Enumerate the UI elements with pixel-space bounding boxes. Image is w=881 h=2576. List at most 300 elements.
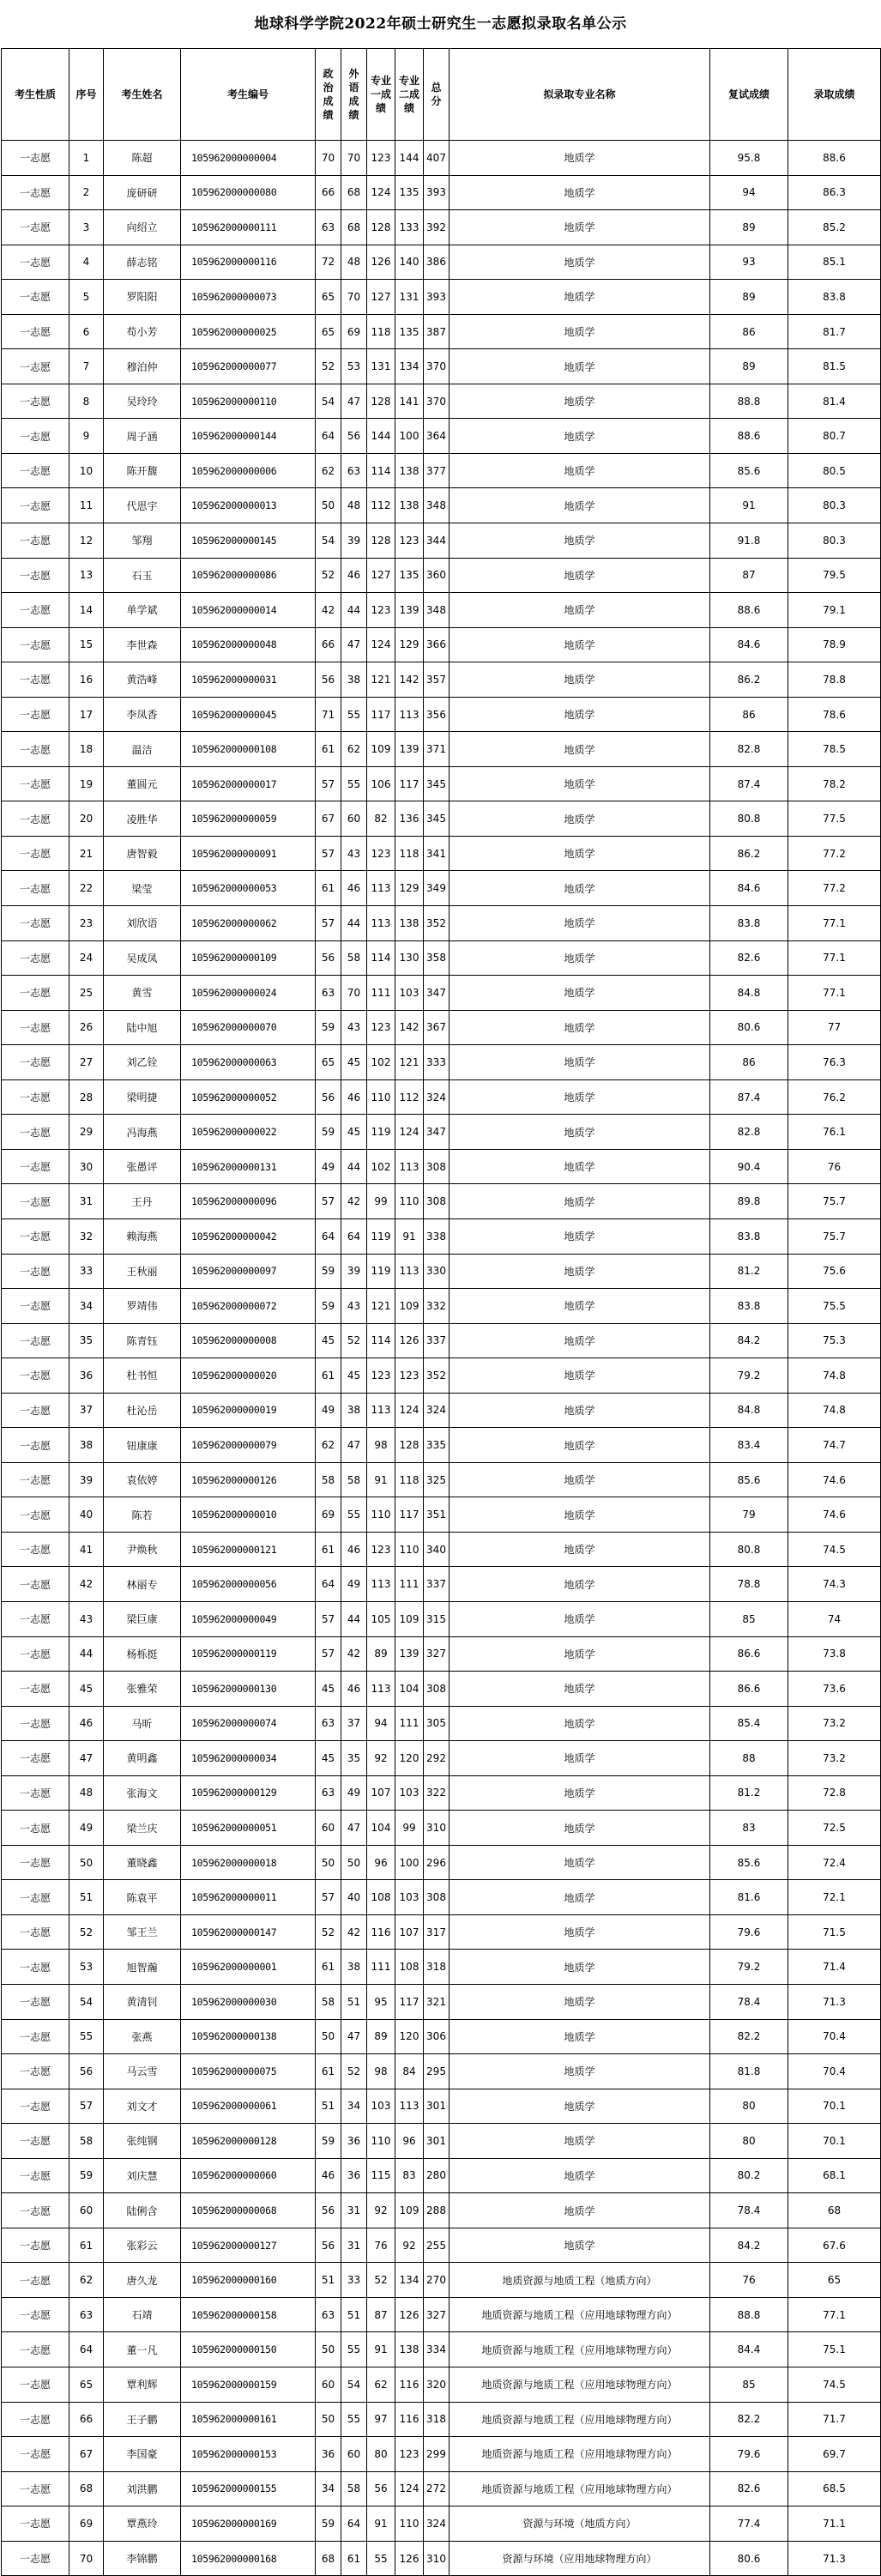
total-score-cell: 308 [424, 1184, 450, 1219]
total-score-cell: 333 [424, 1045, 450, 1080]
table-row [2, 1567, 881, 1602]
admission-score-cell: 77.1 [788, 2297, 881, 2332]
major-name-cell: 地质学 [450, 453, 710, 488]
applicant-id-cell: 105962000000056 [181, 1567, 316, 1602]
applicant-name-cell: 张燕 [104, 2019, 181, 2054]
total-score-cell: 295 [424, 2054, 450, 2089]
applicant-name-cell: 梁巨康 [104, 1601, 181, 1636]
serial-number-cell: 4 [69, 245, 104, 280]
applicant-name-cell: 张纯钢 [104, 2124, 181, 2159]
serial-number-cell: 18 [69, 732, 104, 767]
admission-score-cell: 72.5 [788, 1811, 881, 1846]
politics-score-cell: 56 [316, 940, 341, 976]
table-row [2, 1914, 881, 1950]
language-score-cell: 47 [341, 627, 367, 662]
serial-number-cell: 1 [69, 141, 104, 176]
language-score-cell: 39 [341, 523, 367, 559]
applicant-id-cell: 105962000000153 [181, 2437, 316, 2472]
applicant-type-cell: 一志愿 [2, 976, 69, 1011]
applicant-id-cell: 105962000000169 [181, 2506, 316, 2542]
major2-score-cell: 121 [395, 1045, 424, 1080]
applicant-id-cell: 105962000000121 [181, 1532, 316, 1567]
retest-score-cell: 87 [710, 558, 788, 593]
serial-number-cell: 5 [69, 280, 104, 315]
applicant-id-cell: 105962000000017 [181, 766, 316, 801]
applicant-type-cell: 一志愿 [2, 1845, 69, 1880]
major-name-cell: 地质学 [450, 1672, 710, 1707]
retest-score-cell: 84.2 [710, 1323, 788, 1358]
retest-score-cell: 79.2 [710, 1950, 788, 1985]
header-cell: 拟录取专业名称 [450, 49, 710, 141]
major2-score-cell: 104 [395, 1672, 424, 1707]
major1-score-cell: 91 [367, 2506, 395, 2542]
major1-score-cell: 127 [367, 558, 395, 593]
applicant-id-cell: 105962000000130 [181, 1672, 316, 1707]
applicant-id-cell: 105962000000116 [181, 245, 316, 280]
admission-score-cell: 76.2 [788, 1079, 881, 1115]
major2-score-cell: 126 [395, 2297, 424, 2332]
table-row [2, 732, 881, 767]
serial-number-cell: 13 [69, 558, 104, 593]
major-name-cell: 地质学 [450, 2089, 710, 2124]
language-score-cell: 44 [341, 593, 367, 628]
table-row [2, 801, 881, 837]
total-score-cell: 288 [424, 2193, 450, 2228]
applicant-name-cell: 唐智毅 [104, 836, 181, 871]
applicant-type-cell: 一志愿 [2, 1393, 69, 1428]
applicant-id-cell: 105962000000022 [181, 1115, 316, 1150]
politics-score-cell: 56 [316, 1079, 341, 1115]
major1-score-cell: 91 [367, 1462, 395, 1497]
admission-score-cell: 74.5 [788, 2367, 881, 2403]
admission-score-cell: 80.3 [788, 523, 881, 559]
language-score-cell: 46 [341, 1672, 367, 1707]
language-score-cell: 31 [341, 2228, 367, 2263]
major2-score-cell: 100 [395, 1845, 424, 1880]
politics-score-cell: 45 [316, 1741, 341, 1776]
applicant-type-cell: 一志愿 [2, 871, 69, 906]
major2-score-cell: 120 [395, 2019, 424, 2054]
language-score-cell: 45 [341, 1115, 367, 1150]
language-score-cell: 42 [341, 1636, 367, 1672]
retest-score-cell: 85.6 [710, 1462, 788, 1497]
major-name-cell: 地质学 [450, 1218, 710, 1254]
major2-score-cell: 129 [395, 871, 424, 906]
applicant-type-cell: 一志愿 [2, 2228, 69, 2263]
applicant-type-cell: 一志愿 [2, 2437, 69, 2472]
language-score-cell: 69 [341, 314, 367, 349]
applicant-id-cell: 105962000000096 [181, 1184, 316, 1219]
total-score-cell: 292 [424, 1741, 450, 1776]
retest-score-cell: 86 [710, 697, 788, 732]
retest-score-cell: 81.6 [710, 1880, 788, 1915]
language-score-cell: 52 [341, 2054, 367, 2089]
retest-score-cell: 83.8 [710, 906, 788, 941]
total-score-cell: 351 [424, 1497, 450, 1533]
applicant-type-cell: 一志愿 [2, 2402, 69, 2437]
major1-score-cell: 123 [367, 593, 395, 628]
applicant-type-cell: 一志愿 [2, 2541, 69, 2576]
major-name-cell: 地质学 [450, 2124, 710, 2159]
total-score-cell: 306 [424, 2019, 450, 2054]
serial-number-cell: 17 [69, 697, 104, 732]
admission-score-cell: 85.1 [788, 245, 881, 280]
language-score-cell: 63 [341, 453, 367, 488]
serial-number-cell: 60 [69, 2193, 104, 2228]
serial-number-cell: 48 [69, 1775, 104, 1811]
table-row [2, 1393, 881, 1428]
language-score-cell: 36 [341, 2124, 367, 2159]
table-row [2, 2228, 881, 2263]
header-cell: 录取成绩 [788, 49, 881, 141]
admission-score-cell: 71.3 [788, 2541, 881, 2576]
language-score-cell: 62 [341, 732, 367, 767]
major-name-cell: 地质学 [450, 801, 710, 837]
major1-score-cell: 115 [367, 2158, 395, 2193]
total-score-cell: 334 [424, 2332, 450, 2367]
language-score-cell: 39 [341, 1254, 367, 1289]
politics-score-cell: 49 [316, 1149, 341, 1184]
applicant-type-cell: 一志愿 [2, 1984, 69, 2019]
major1-score-cell: 110 [367, 2124, 395, 2159]
applicant-name-cell: 陈开馥 [104, 453, 181, 488]
serial-number-cell: 16 [69, 662, 104, 698]
applicant-id-cell: 105962000000014 [181, 593, 316, 628]
admission-score-cell: 67.6 [788, 2228, 881, 2263]
politics-score-cell: 46 [316, 2158, 341, 2193]
applicant-name-cell: 杜书恒 [104, 1358, 181, 1394]
applicant-id-cell: 105962000000155 [181, 2471, 316, 2506]
serial-number-cell: 6 [69, 314, 104, 349]
politics-score-cell: 57 [316, 1601, 341, 1636]
major2-score-cell: 138 [395, 906, 424, 941]
major-name-cell: 地质学 [450, 2158, 710, 2193]
language-score-cell: 49 [341, 1775, 367, 1811]
major-name-cell: 地质学 [450, 836, 710, 871]
serial-number-cell: 7 [69, 349, 104, 384]
language-score-cell: 47 [341, 2019, 367, 2054]
major1-score-cell: 128 [367, 210, 395, 245]
serial-number-cell: 66 [69, 2402, 104, 2437]
serial-number-cell: 54 [69, 1984, 104, 2019]
serial-number-cell: 8 [69, 384, 104, 419]
applicant-id-cell: 105962000000119 [181, 1636, 316, 1672]
major-name-cell: 资源与环境（应用地球物理方向） [450, 2541, 710, 2576]
admission-score-cell: 77.2 [788, 871, 881, 906]
applicant-type-cell: 一志愿 [2, 1532, 69, 1567]
language-score-cell: 46 [341, 1079, 367, 1115]
applicant-id-cell: 105962000000097 [181, 1254, 316, 1289]
applicant-name-cell: 吴成凤 [104, 940, 181, 976]
major1-score-cell: 119 [367, 1254, 395, 1289]
applicant-type-cell: 一志愿 [2, 245, 69, 280]
major2-score-cell: 103 [395, 1880, 424, 1915]
major1-score-cell: 111 [367, 1950, 395, 1985]
major-name-cell: 地质学 [450, 1393, 710, 1428]
retest-score-cell: 78.4 [710, 1984, 788, 2019]
serial-number-cell: 19 [69, 766, 104, 801]
major2-score-cell: 117 [395, 1497, 424, 1533]
politics-score-cell: 64 [316, 1567, 341, 1602]
politics-score-cell: 57 [316, 836, 341, 871]
admission-score-cell: 86.3 [788, 175, 881, 210]
politics-score-cell: 58 [316, 1462, 341, 1497]
applicant-name-cell: 庞研研 [104, 175, 181, 210]
applicant-name-cell: 马云雪 [104, 2054, 181, 2089]
total-score-cell: 318 [424, 1950, 450, 1985]
major1-score-cell: 102 [367, 1045, 395, 1080]
language-score-cell: 47 [341, 1428, 367, 1463]
applicant-name-cell: 冯海燕 [104, 1115, 181, 1150]
total-score-cell: 338 [424, 1218, 450, 1254]
major2-score-cell: 103 [395, 1775, 424, 1811]
serial-number-cell: 52 [69, 1914, 104, 1950]
major-name-cell: 地质学 [450, 1079, 710, 1115]
admission-score-cell: 75.6 [788, 1254, 881, 1289]
total-score-cell: 324 [424, 1393, 450, 1428]
major2-score-cell: 135 [395, 558, 424, 593]
admission-score-cell: 77.1 [788, 906, 881, 941]
politics-score-cell: 69 [316, 1497, 341, 1533]
retest-score-cell: 86.2 [710, 662, 788, 698]
language-score-cell: 33 [341, 2263, 367, 2298]
applicant-type-cell: 一志愿 [2, 1428, 69, 1463]
admission-score-cell: 78.5 [788, 732, 881, 767]
serial-number-cell: 32 [69, 1218, 104, 1254]
table-row [2, 1289, 881, 1324]
applicant-id-cell: 105962000000073 [181, 280, 316, 315]
applicant-id-cell: 105962000000049 [181, 1601, 316, 1636]
applicant-type-cell: 一志愿 [2, 1672, 69, 1707]
retest-score-cell: 82.2 [710, 2402, 788, 2437]
language-score-cell: 55 [341, 2402, 367, 2437]
major2-score-cell: 109 [395, 1601, 424, 1636]
serial-number-cell: 53 [69, 1950, 104, 1985]
serial-number-cell: 28 [69, 1079, 104, 1115]
politics-score-cell: 57 [316, 1184, 341, 1219]
total-score-cell: 345 [424, 801, 450, 837]
major2-score-cell: 140 [395, 245, 424, 280]
serial-number-cell: 12 [69, 523, 104, 559]
total-score-cell: 301 [424, 2124, 450, 2159]
total-score-cell: 327 [424, 1636, 450, 1672]
serial-number-cell: 59 [69, 2158, 104, 2193]
admission-score-cell: 69.7 [788, 2437, 881, 2472]
applicant-name-cell: 李国豪 [104, 2437, 181, 2472]
admission-score-cell: 81.5 [788, 349, 881, 384]
table-row [2, 2471, 881, 2506]
major-name-cell: 地质学 [450, 1289, 710, 1324]
retest-score-cell: 88.6 [710, 593, 788, 628]
politics-score-cell: 59 [316, 2124, 341, 2159]
major2-score-cell: 134 [395, 349, 424, 384]
total-score-cell: 310 [424, 2541, 450, 2576]
applicant-type-cell: 一志愿 [2, 1775, 69, 1811]
major1-score-cell: 123 [367, 1010, 395, 1045]
language-score-cell: 64 [341, 2506, 367, 2542]
applicant-type-cell: 一志愿 [2, 1358, 69, 1394]
applicant-name-cell: 钮康康 [104, 1428, 181, 1463]
major-name-cell: 地质学 [450, 314, 710, 349]
applicant-name-cell: 覃燕玲 [104, 2506, 181, 2542]
retest-score-cell: 90.4 [710, 1149, 788, 1184]
major1-score-cell: 116 [367, 1914, 395, 1950]
admission-score-cell: 74.8 [788, 1393, 881, 1428]
major2-score-cell: 120 [395, 1741, 424, 1776]
major1-score-cell: 127 [367, 280, 395, 315]
serial-number-cell: 11 [69, 488, 104, 523]
applicant-type-cell: 一志愿 [2, 940, 69, 976]
retest-score-cell: 80.8 [710, 801, 788, 837]
applicant-name-cell: 陈若 [104, 1497, 181, 1533]
total-score-cell: 364 [424, 419, 450, 454]
table-body [2, 141, 881, 2576]
table-row [2, 2506, 881, 2542]
applicant-name-cell: 张雅荣 [104, 1672, 181, 1707]
serial-number-cell: 39 [69, 1462, 104, 1497]
major-name-cell: 地质学 [450, 1567, 710, 1602]
table-row [2, 488, 881, 523]
applicant-name-cell: 梁莹 [104, 871, 181, 906]
admission-score-cell: 75.1 [788, 2332, 881, 2367]
retest-score-cell: 86.2 [710, 836, 788, 871]
major-name-cell: 地质学 [450, 1358, 710, 1394]
applicant-id-cell: 105962000000072 [181, 1289, 316, 1324]
politics-score-cell: 57 [316, 906, 341, 941]
major1-score-cell: 123 [367, 141, 395, 176]
major1-score-cell: 121 [367, 1289, 395, 1324]
header-cell: 外语成绩 [341, 49, 367, 141]
applicant-id-cell: 105962000000011 [181, 1880, 316, 1915]
language-score-cell: 55 [341, 2332, 367, 2367]
language-score-cell: 55 [341, 1497, 367, 1533]
politics-score-cell: 60 [316, 1811, 341, 1846]
header-cell: 复试成绩 [710, 49, 788, 141]
serial-number-cell: 10 [69, 453, 104, 488]
applicant-id-cell: 105962000000160 [181, 2263, 316, 2298]
table-row [2, 1149, 881, 1184]
retest-score-cell: 84.4 [710, 2332, 788, 2367]
table-row [2, 1218, 881, 1254]
major-name-cell: 地质学 [450, 280, 710, 315]
table-row [2, 2193, 881, 2228]
retest-score-cell: 87.4 [710, 1079, 788, 1115]
admission-score-cell: 76 [788, 1149, 881, 1184]
language-score-cell: 60 [341, 2437, 367, 2472]
retest-score-cell: 77.4 [710, 2506, 788, 2542]
retest-score-cell: 93 [710, 245, 788, 280]
retest-score-cell: 82.8 [710, 732, 788, 767]
admission-score-cell: 70.1 [788, 2089, 881, 2124]
serial-number-cell: 61 [69, 2228, 104, 2263]
admission-score-cell: 76.1 [788, 1115, 881, 1150]
applicant-id-cell: 105962000000051 [181, 1811, 316, 1846]
admission-score-cell: 73.2 [788, 1706, 881, 1741]
language-score-cell: 44 [341, 1149, 367, 1184]
applicant-id-cell: 105962000000008 [181, 1323, 316, 1358]
admission-score-cell: 68 [788, 2193, 881, 2228]
total-score-cell: 324 [424, 1079, 450, 1115]
major-name-cell: 地质学 [450, 141, 710, 176]
major-name-cell: 地质学 [450, 1775, 710, 1811]
serial-number-cell: 34 [69, 1289, 104, 1324]
applicant-id-cell: 105962000000053 [181, 871, 316, 906]
applicant-id-cell: 105962000000168 [181, 2541, 316, 2576]
major2-score-cell: 99 [395, 1811, 424, 1846]
retest-score-cell: 80 [710, 2089, 788, 2124]
total-score-cell: 349 [424, 871, 450, 906]
major1-score-cell: 114 [367, 1323, 395, 1358]
politics-score-cell: 54 [316, 523, 341, 559]
retest-score-cell: 80.2 [710, 2158, 788, 2193]
applicant-id-cell: 105962000000111 [181, 210, 316, 245]
applicant-id-cell: 105962000000108 [181, 732, 316, 767]
retest-score-cell: 91 [710, 488, 788, 523]
admission-score-cell: 81.7 [788, 314, 881, 349]
retest-score-cell: 83 [710, 1811, 788, 1846]
admission-score-cell: 70.4 [788, 2054, 881, 2089]
applicant-type-cell: 一志愿 [2, 1184, 69, 1219]
major-name-cell: 地质学 [450, 732, 710, 767]
applicant-name-cell: 王丹 [104, 1184, 181, 1219]
applicant-type-cell: 一志愿 [2, 2297, 69, 2332]
serial-number-cell: 3 [69, 210, 104, 245]
language-score-cell: 50 [341, 1845, 367, 1880]
language-score-cell: 70 [341, 141, 367, 176]
applicant-type-cell: 一志愿 [2, 697, 69, 732]
serial-number-cell: 23 [69, 906, 104, 941]
admission-score-cell: 72.8 [788, 1775, 881, 1811]
language-score-cell: 58 [341, 940, 367, 976]
applicant-type-cell: 一志愿 [2, 1218, 69, 1254]
major1-score-cell: 128 [367, 523, 395, 559]
retest-score-cell: 81.2 [710, 1254, 788, 1289]
table-row [2, 1115, 881, 1150]
major2-score-cell: 135 [395, 314, 424, 349]
retest-score-cell: 84.2 [710, 2228, 788, 2263]
major1-score-cell: 109 [367, 732, 395, 767]
applicant-id-cell: 105962000000070 [181, 1010, 316, 1045]
total-score-cell: 387 [424, 314, 450, 349]
major-name-cell: 地质学 [450, 2019, 710, 2054]
applicant-type-cell: 一志愿 [2, 1706, 69, 1741]
serial-number-cell: 64 [69, 2332, 104, 2367]
major1-score-cell: 89 [367, 2019, 395, 2054]
retest-score-cell: 82.6 [710, 2471, 788, 2506]
table-row [2, 1532, 881, 1567]
admission-score-cell: 71.4 [788, 1950, 881, 1985]
applicant-type-cell: 一志愿 [2, 523, 69, 559]
retest-score-cell: 84.6 [710, 871, 788, 906]
major2-score-cell: 111 [395, 1567, 424, 1602]
applicant-id-cell: 105962000000144 [181, 419, 316, 454]
major2-score-cell: 136 [395, 801, 424, 837]
table-row [2, 1845, 881, 1880]
table-row [2, 2367, 881, 2403]
applicant-name-cell: 石玉 [104, 558, 181, 593]
major2-score-cell: 83 [395, 2158, 424, 2193]
politics-score-cell: 63 [316, 210, 341, 245]
language-score-cell: 58 [341, 1462, 367, 1497]
table-row [2, 2158, 881, 2193]
applicant-type-cell: 一志愿 [2, 593, 69, 628]
applicant-type-cell: 一志愿 [2, 1880, 69, 1915]
politics-score-cell: 57 [316, 1636, 341, 1672]
applicant-name-cell: 尹焕秋 [104, 1532, 181, 1567]
retest-score-cell: 79.2 [710, 1358, 788, 1394]
major2-score-cell: 138 [395, 488, 424, 523]
retest-score-cell: 88.6 [710, 419, 788, 454]
